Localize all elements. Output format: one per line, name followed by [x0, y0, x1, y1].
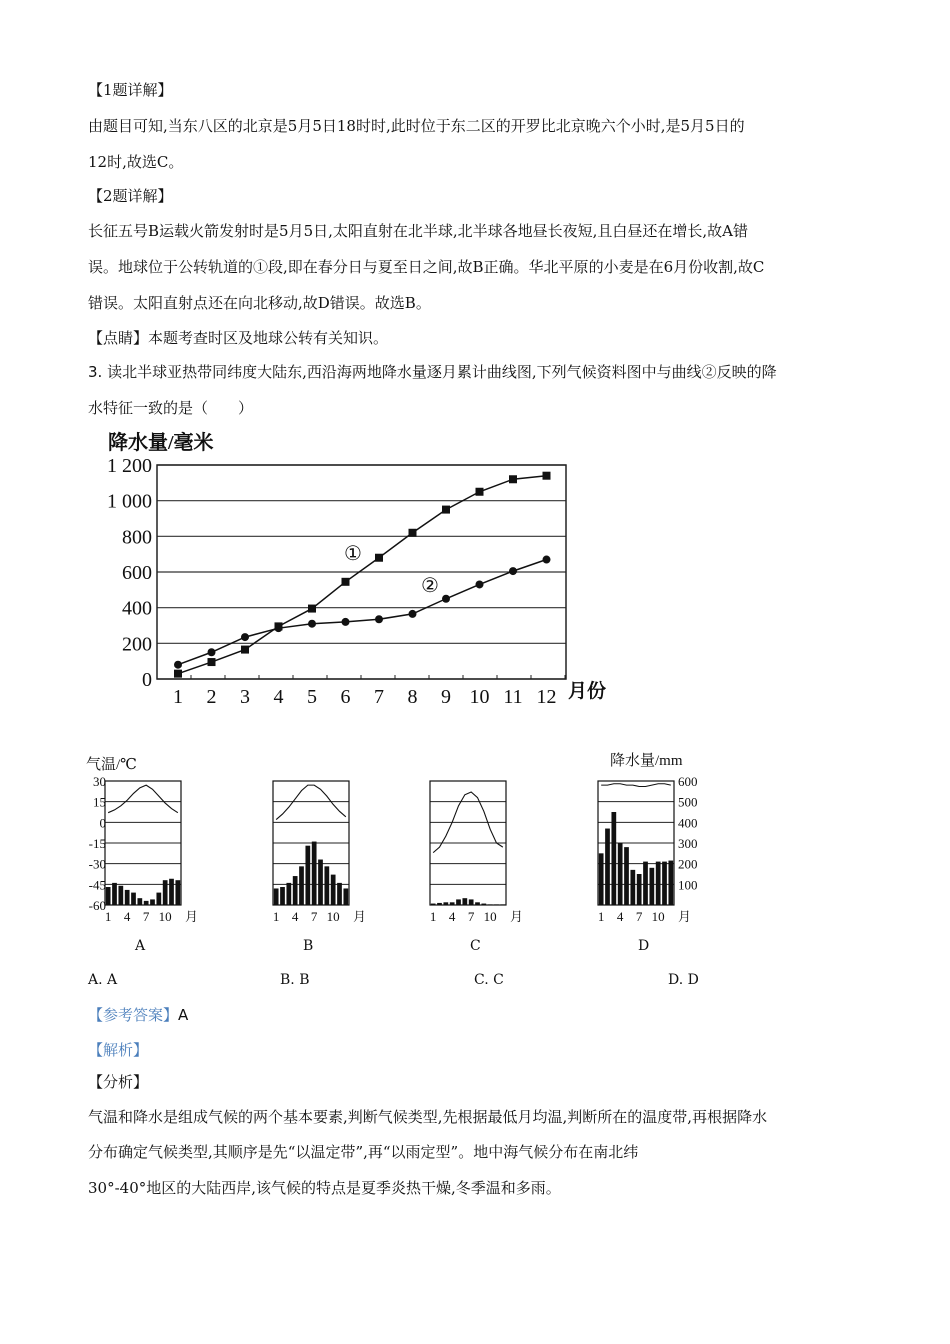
series-line-1 — [178, 476, 547, 674]
month-tick-label: 月 — [353, 909, 367, 924]
precip-bar — [118, 886, 123, 905]
q3-line — [88, 361, 777, 383]
x-tick-label: 6 — [340, 686, 351, 708]
option-c[interactable]: C. C — [474, 972, 504, 988]
precip-tick-label: 400 — [678, 815, 698, 831]
q3-text: 读北半球亚热带同纬度大陆东,西沿海两地降水量逐月累计曲线图,下列气候资料图中与曲线②反映的降 — [107, 363, 777, 381]
precip-bar — [131, 893, 136, 905]
chart-label-b: B — [303, 938, 314, 954]
x-axis-title: 月份 — [568, 681, 607, 702]
precip-bar — [318, 860, 323, 905]
data-point-circle — [409, 610, 417, 618]
precip-bar — [331, 875, 336, 905]
precip-bar — [469, 899, 474, 905]
analysis-line: 分布确定气候类型,其顺序是先“以温定带”,再“以雨定型”。地中海气候分布在南北纬 — [88, 1143, 639, 1161]
precip-tick-label: 300 — [678, 836, 698, 851]
month-tick-label: 月 — [678, 909, 692, 924]
x-tick-label: 12 — [536, 686, 557, 708]
temp-tick-label: 30 — [93, 774, 106, 789]
precip-bar — [137, 898, 142, 905]
precip-bar — [618, 843, 623, 905]
precip-bar — [337, 883, 342, 905]
precip-bar — [343, 888, 348, 905]
y-tick-label: 1 200 — [107, 455, 152, 477]
precip-bar — [293, 876, 298, 905]
precip-bar — [274, 888, 279, 905]
analysis-line: 30°-40°地区的大陆西岸,该气候的特点是夏季炎热干燥,冬季温和多雨。 — [88, 1179, 561, 1197]
data-point-circle — [375, 615, 383, 623]
data-point-circle — [275, 624, 283, 632]
precip-bar — [649, 868, 654, 905]
precip-bar — [125, 890, 130, 905]
x-tick-label: 5 — [307, 686, 317, 708]
analysis-line: 气温和降水是组成气候的两个基本要素,判断气候类型,先根据最低月均温,判断所在的温度带,再根据降水 — [88, 1108, 768, 1126]
precip-bar — [175, 880, 180, 905]
precip-tick-label: 500 — [678, 794, 698, 810]
q2-line: 长征五号B运载火箭发射时是5月5日,太阳直射在北半球,北半球各地昼长夜短,且白昼还在增长,故A错 — [88, 222, 749, 240]
precip-bar — [662, 862, 667, 905]
precip-bar — [668, 861, 673, 905]
option-d[interactable]: D. D — [668, 972, 699, 988]
option-a[interactable]: A. A — [88, 972, 118, 988]
precip-bar — [611, 812, 616, 905]
temp-tick-label: -30 — [88, 856, 106, 872]
precip-bar — [599, 853, 604, 905]
data-point-circle — [208, 648, 216, 656]
precip-bar — [144, 901, 149, 905]
month-tick-label: 1 — [597, 909, 605, 924]
data-point-circle — [174, 661, 182, 669]
q3-line: 水特征一致的是（ ） — [88, 399, 254, 417]
data-point-square — [308, 605, 316, 613]
cumulative-precip-chart — [0, 420, 950, 710]
data-point-circle — [509, 567, 517, 575]
chart-label-d: D — [638, 938, 650, 954]
x-tick-label: 8 — [407, 686, 418, 708]
data-point-circle — [342, 618, 350, 626]
precip-bar — [462, 898, 467, 905]
precip-tick-label: 600 — [678, 774, 698, 789]
precip-bar — [324, 866, 329, 905]
precip-bar — [299, 866, 304, 905]
data-point-square — [174, 670, 182, 678]
x-tick-label: 4 — [273, 686, 284, 708]
precip-tick-label: 100 — [678, 877, 698, 893]
series-label-2: ② — [421, 575, 439, 597]
month-tick-label: 7 — [142, 909, 150, 924]
climate-charts — [0, 745, 950, 935]
precip-tick-label: 200 — [678, 856, 698, 872]
y-tick-label: 0 — [142, 669, 152, 691]
month-tick-label: 月 — [510, 909, 524, 924]
temp-curve — [108, 785, 178, 813]
month-tick-label: 4 — [123, 909, 131, 924]
y-tick-label: 1 000 — [107, 490, 152, 513]
precip-bar — [624, 847, 629, 905]
precip-bar — [112, 883, 117, 905]
month-tick-label: 10 — [651, 909, 665, 924]
data-point-square — [342, 578, 350, 586]
data-point-square — [375, 554, 383, 562]
precip-bar — [286, 883, 291, 905]
data-point-square — [442, 506, 450, 514]
x-tick-label: 7 — [374, 686, 384, 708]
q1-line: 由题目可知,当东八区的北京是5月5日18时时,此时位于东二区的开罗比北京晚六个小时,是5月5日的 — [88, 117, 745, 135]
data-point-square — [476, 488, 484, 496]
precip-bar — [630, 870, 635, 905]
data-point-circle — [241, 633, 249, 641]
month-tick-label: 10 — [326, 909, 340, 924]
tip-line: 【点睛】本题考查时区及地球公转有关知识。 — [88, 329, 389, 347]
data-point-circle — [442, 595, 450, 603]
month-tick-label: 7 — [635, 909, 643, 924]
q2-line: 误。地球位于公转轨道的①段,即在春分日与夏至日之间,故B正确。华北平原的小麦是在6月份收割,故C — [88, 258, 765, 276]
precip-bar — [605, 829, 610, 905]
month-tick-label: 10 — [483, 909, 497, 924]
chart-label-a: A — [135, 938, 146, 954]
precip-bar — [656, 862, 661, 905]
y-tick-label: 200 — [122, 633, 152, 656]
q1-line: 12时,故选C。 — [88, 153, 184, 171]
precip-axis-title: 降水量/mm — [610, 753, 683, 769]
temp-curve — [601, 784, 671, 787]
q2-line: 错误。太阳直射点还在向北移动,故D错误。故选B。 — [88, 294, 431, 312]
precip-bar — [150, 899, 155, 905]
y-tick-label: 600 — [122, 562, 152, 584]
precip-bar — [280, 887, 285, 905]
fenxi-label: 【分析】 — [88, 1073, 149, 1091]
series-label-1: ① — [344, 543, 362, 565]
answer-label: 【参考答案】 — [88, 1006, 179, 1024]
data-point-square — [208, 658, 216, 666]
precip-bar — [456, 899, 461, 905]
data-point-circle — [476, 580, 484, 588]
data-point-square — [409, 529, 417, 537]
precip-bar — [156, 893, 161, 905]
y-tick-label: 400 — [122, 597, 152, 620]
data-point-circle — [543, 556, 551, 564]
y-tick-label: 800 — [122, 526, 152, 549]
month-tick-label: 4 — [448, 909, 456, 924]
temp-axis-title: 气温/℃ — [86, 757, 137, 773]
temp-curve — [276, 785, 346, 819]
q3-number: 3. — [88, 363, 103, 381]
x-tick-label: 3 — [240, 686, 250, 708]
temp-tick-label: -45 — [88, 877, 106, 893]
x-tick-label: 1 — [173, 686, 183, 708]
month-tick-label: 4 — [291, 909, 299, 924]
month-tick-label: 7 — [310, 909, 318, 924]
data-point-square — [509, 475, 517, 483]
precip-bar — [163, 880, 168, 905]
month-tick-label: 7 — [467, 909, 475, 924]
y-axis-title: 降水量/毫米 — [108, 432, 214, 454]
analysis-label: 【解析】 — [88, 1041, 149, 1059]
x-tick-label: 9 — [441, 686, 451, 708]
option-b[interactable]: B. B — [280, 972, 310, 988]
precip-bar — [637, 874, 642, 905]
month-tick-label: 1 — [104, 909, 112, 924]
month-tick-label: 1 — [272, 909, 280, 924]
precip-bar — [305, 846, 310, 905]
temp-tick-label: 0 — [99, 815, 106, 831]
data-point-circle — [308, 620, 316, 628]
x-tick-label: 10 — [469, 686, 490, 708]
month-tick-label: 10 — [158, 909, 172, 924]
x-tick-label: 11 — [503, 686, 523, 708]
data-point-square — [543, 472, 551, 480]
data-point-square — [241, 646, 249, 654]
chart-label-c: C — [470, 938, 481, 954]
temp-tick-label: -60 — [88, 898, 106, 913]
month-tick-label: 月 — [185, 909, 199, 924]
q1-heading: 【1题详解】 — [88, 81, 173, 99]
temp-tick-label: -15 — [88, 836, 106, 851]
answer-line — [88, 1004, 188, 1026]
answer-value: A — [178, 1006, 189, 1024]
series-line-2 — [178, 560, 547, 665]
precip-bar — [312, 842, 317, 905]
month-tick-label: 4 — [616, 909, 624, 924]
temp-tick-label: 15 — [93, 794, 106, 810]
precip-bar — [169, 879, 174, 905]
precip-bar — [643, 862, 648, 905]
x-tick-label: 2 — [206, 686, 217, 708]
month-tick-label: 1 — [429, 909, 437, 924]
q2-heading: 【2题详解】 — [88, 187, 173, 205]
precip-bar — [106, 887, 111, 905]
